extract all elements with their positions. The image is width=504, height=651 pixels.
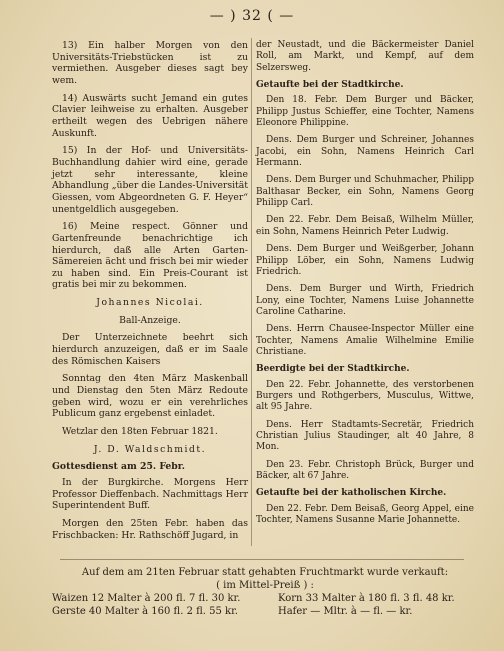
left-column-paragraph: Gottesdienst am 25. Febr. (52, 461, 185, 473)
left-column-paragraph: 13) Ein halber Morgen von den Universitäts-Triebstücken ist zu vermiethen. Ausgeber dieses sagt bey wem. (52, 40, 248, 86)
market-report (52, 566, 478, 618)
market-row (52, 592, 478, 605)
right-column-paragraph: Den 22. Febr. Dem Beisaß, Georg Appel, eine Tochter, Namens Susanne Marie Johannette. (256, 503, 474, 526)
left-column (52, 40, 248, 547)
market-row (52, 605, 478, 618)
right-column-paragraph: Getaufte bei der Stadtkirche. (256, 80, 404, 91)
market-oats: Hafer — Mltr. à — fl. — kr. (278, 606, 413, 617)
left-column-paragraph: Morgen den 25ten Febr. haben das Frischbacken: Hr. Rathschöff Jugard, in (52, 517, 248, 541)
market-divider (60, 559, 464, 560)
right-column-paragraph: Den 23. Febr. Christoph Brück, Burger und Bäcker, alt 67 Jahre. (256, 459, 474, 481)
right-column-paragraph: Getaufte bei der katholischen Kirche. (256, 488, 447, 499)
right-column (256, 40, 474, 532)
right-column-paragraph: Dens. Dem Burger und Weißgerber, Johann Philipp Löber, ein Sohn, Namens Ludwig Friedrich. (256, 244, 474, 277)
right-column-paragraph: Dens. Herr Stadtamts-Secretär, Friedrich Christian Julius Staudinger, alt 40 Jahre, 8 Mon. (256, 419, 474, 453)
left-column-paragraph: Johannes Nicolai. (96, 297, 204, 309)
market-wheat: Waizen 12 Malter à 200 fl. 7 fl. 30 kr. (52, 593, 241, 604)
market-intro: Auf dem am 21ten Februar statt gehabten Fruchtmarkt wurde verkauft: (81, 567, 449, 578)
right-column-paragraph: Dens. Dem Burger und Wirth, Friedrich Lony, eine Tochter, Namens Luise Johannette Caroline Catharine. (256, 284, 474, 317)
right-column-paragraph: Dens. Herrn Chausee-Inspector Müller eine Tochter, Namens Amalie Wilhelmine Emilie Christiane. (256, 324, 474, 357)
left-column-paragraph: Wetzlar den 18ten Februar 1821. (62, 426, 218, 438)
left-column-paragraph: J. D. Waldschmidt. (93, 443, 207, 455)
right-column-paragraph: Dens. Dem Burger und Schreiner, Johannes Jacobi, ein Sohn, Namens Heinrich Carl Hermann. (256, 135, 474, 169)
left-column-paragraph: Ball-Anzeige. (119, 314, 181, 326)
right-column-paragraph: Den 22. Febr. Johannette, des verstorbenen Burgers und Rothgerbers, Musculus, Wittwe, alt 95 Jahre. (256, 379, 474, 413)
left-column-paragraph: 15) In der Hof- und Universitäts-Buchhandlung dahier wird eine, gerade jetzt sehr interessante, kleine Abhandlung „über die Landes-Universität Giessen, vom Abgeordneten G. F. Heyer“ unentgeldlich ausgegeben. (52, 145, 248, 215)
market-rye: Korn 33 Malter à 180 fl. 3 fl. 48 kr. (278, 593, 455, 604)
right-column-paragraph: Den 18. Febr. Dem Burger und Bäcker, Philipp Justus Schieffer, eine Tochter, Namens Eleonore Philippine. (256, 95, 474, 129)
market-barley: Gerste 40 Malter à 160 fl. 2 fl. 55 kr. (52, 606, 238, 617)
page-number: — ) 32 ( — (209, 8, 295, 24)
left-column-paragraph: 16) Meine respect. Gönner und Gartenfreunde benachrichtige ich hierdurch, daß alle Arten Garten-Sämereien ächt und frisch bei mir wieder zu haben sind. Ein Preis-Courant ist gratis bei mir zu bekommen. (52, 221, 248, 291)
left-column-paragraph: In der Burgkirche. Morgens Herr Professor Dieffenbach. Nachmittags Herr Superintendent Buff. (52, 477, 248, 512)
right-column-paragraph: der Neustadt, und die Bäckermeister Daniel Roll, am Markt, und Kempf, auf dem Selzersweg. (256, 40, 474, 73)
right-column-paragraph: Dens. Dem Burger und Schuhmacher, Philipp Balthasar Becker, ein Sohn, Namens Georg Philipp Carl. (256, 175, 474, 209)
left-column-paragraph: Der Unterzeichnete beehrt sich hierdurch anzuzeigen, daß er im Saale des Römischen Kaisers (52, 332, 248, 367)
right-column-paragraph: Beerdigte bei der Stadtkirche. (256, 364, 410, 375)
left-column-paragraph: Sonntag den 4ten März Maskenball und Dienstag den 5ten März Redoute geben wird, wozu er ein verehrliches Publicum ganz ergebenst einladet. (52, 373, 248, 420)
right-column-paragraph: Den 22. Febr. Dem Beisaß, Wilhelm Müller, ein Sohn, Namens Heinrich Peter Ludwig. (256, 215, 474, 237)
left-column-paragraph: 14) Auswärts sucht Jemand ein gutes Clavier leihweise zu erhalten. Ausgeber ertheilt wegen des Uebrigen nähere Auskunft. (52, 92, 248, 139)
market-subtitle: ( im Mittel-Preiß ) : (216, 580, 314, 591)
column-divider (251, 38, 252, 546)
